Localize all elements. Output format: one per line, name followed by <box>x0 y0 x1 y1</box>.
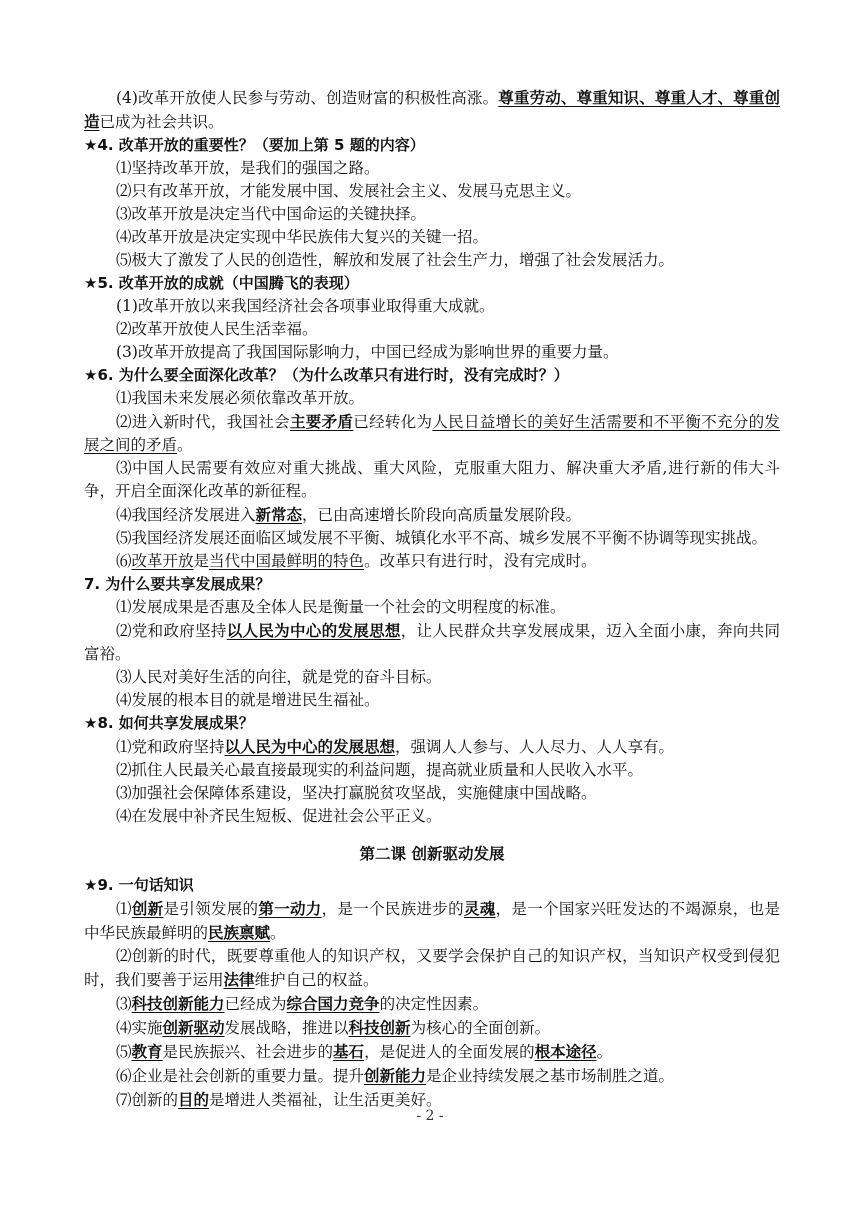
text: 是 <box>193 552 210 570</box>
key-phrase: 改革开放 <box>131 552 194 570</box>
text: 是企业持续发展之基市场制胜之道。 <box>426 1067 675 1085</box>
list-item: ⑴发展成果是否惠及全体人民是衡量一个社会的文明程度的标准。 <box>116 598 566 616</box>
list-item <box>84 992 780 1016</box>
list-item <box>84 1016 780 1040</box>
key-phrase: 科技创新能力 <box>131 994 225 1013</box>
list-item <box>84 1040 780 1064</box>
list-item: ⑵抓住人民最关心最直接最现实的利益问题，提高就业质量和人民收入水平。 <box>116 761 644 779</box>
key-phrase: 创新驱动 <box>162 1018 225 1037</box>
text: 。 <box>270 924 286 942</box>
list-item: ⑸我国经济发展还面临区域发展不平衡、城镇化水平不高、城乡发展不平衡不协调等现实挑战。 <box>116 529 768 547</box>
text: ⑷实施 <box>116 1019 163 1037</box>
list-item: ⑷在发展中补齐民生短板、促进社会公平正义。 <box>116 807 442 825</box>
text: ⑷我国经济发展进入 <box>116 506 256 524</box>
text: 是民族振兴、社会进步的 <box>162 1043 334 1061</box>
text: 的决定性因素。 <box>379 995 489 1013</box>
text: ，强调人人参与、人人尽力、人人享有。 <box>395 738 675 756</box>
text: ⑴党和政府坚持 <box>116 738 225 756</box>
key-phrase: 根本途径 <box>534 1042 597 1061</box>
text: ，是一个国家兴旺发达的不竭源泉，也是中华民族最鲜明的 <box>84 900 780 942</box>
text: ⑺创新的 <box>116 1091 179 1109</box>
list-item: ⑶人民对美好生活的向往，就是党的奋斗目标。 <box>116 668 442 686</box>
list-item <box>84 1064 780 1088</box>
list-item: ⑶加强社会保障体系建设，坚决打赢脱贫攻坚战，实施健康中国战略。 <box>116 784 597 802</box>
list-item: ⑴我国未来发展必须依靠改革开放。 <box>116 389 365 407</box>
key-phrase: 法律 <box>223 970 255 989</box>
question-heading-9: ★9. 一句话知识 <box>84 876 194 894</box>
document-page <box>84 86 780 1112</box>
text: 维护自己的权益。 <box>254 971 379 989</box>
list-item <box>84 619 780 666</box>
text: (4)改革开放使人民参与劳动、创造财富的积极性高涨。 <box>116 89 499 107</box>
text: ，已由高速增长阶段向高质量发展阶段。 <box>302 506 582 524</box>
text: 为核心的全面创新。 <box>410 1019 551 1037</box>
list-item: ⑵改革开放使人民生活幸福。 <box>116 320 318 338</box>
list-item: ⑸极大了激发了人民的创造性，解放和发展了社会生产力，增强了社会发展活力。 <box>116 251 675 269</box>
question-heading-6: ★6. 为什么要全面深化改革？（为什么改革只有进行时，没有完成时？） <box>84 366 569 384</box>
text: ⑵进入新时代，我国社会 <box>116 413 290 431</box>
text: 已经转化为 <box>353 413 433 431</box>
question-heading-7: 7. 为什么要共享发展成果？ <box>84 575 271 593</box>
key-phrase: 以人民为中心的发展思想 <box>224 737 396 756</box>
text: 是增进人类福祉，让生活更美好。 <box>209 1091 442 1109</box>
key-phrase: 科技创新 <box>348 1018 411 1037</box>
text: ⑵创新的时代，既要尊重他人的知识产权，又要学会保护自己的知识产权，当知识产权受到侵犯时，我们要善于运用 <box>84 947 780 989</box>
list-item: (1)改革开放以来我国经济社会各项事业取得重大成就。 <box>116 297 495 315</box>
key-phrase: 灵魂 <box>463 899 496 918</box>
list-item: (3)改革开放提高了我国国际影响力，中国已经成为影响世界的重要力量。 <box>116 343 619 361</box>
lesson-title: 第二课 创新驱动发展 <box>359 845 505 863</box>
key-phrase: 创新 <box>131 899 164 918</box>
list-item <box>84 550 780 573</box>
list-item <box>84 503 780 527</box>
list-item <box>84 410 780 457</box>
list-item: ⑷发展的根本目的就是增进民生福祉。 <box>116 691 380 709</box>
list-item: ⑵只有改革开放，才能发展中国、发展社会主义、发展马克思主义。 <box>116 182 582 200</box>
text: ⑴ <box>116 900 132 918</box>
key-phrase: 主要矛盾 <box>289 412 354 431</box>
text: 。 <box>596 1043 613 1061</box>
paragraph-reform-4 <box>84 86 780 134</box>
text: 发展战略，推进以 <box>224 1019 349 1037</box>
text: 。改革只有进行时，没有完成时。 <box>364 552 597 570</box>
text: 是引领发展的 <box>163 900 259 918</box>
text: ，是促进人的全面发展的 <box>364 1043 535 1061</box>
key-phrase: 民族禀赋 <box>208 923 271 942</box>
key-phrase: 人民日益增长的美好生活需要和不平衡不充分的发展之间的矛盾 <box>84 413 780 454</box>
text: ，是一个民族进步的 <box>321 900 464 918</box>
key-phrase: 当代中国最鲜明的特色 <box>209 552 365 570</box>
text: ⑵党和政府坚持 <box>116 622 227 640</box>
key-phrase: 以人民为中心的发展思想 <box>226 621 401 640</box>
text: 。 <box>177 436 193 454</box>
text: ⑸ <box>116 1043 132 1061</box>
key-phrase: 新常态 <box>255 505 303 524</box>
key-phrase: 教育 <box>131 1042 163 1061</box>
list-item: ⑷改革开放是决定实现中华民族伟大复兴的关键一招。 <box>116 228 489 246</box>
question-heading-5: ★5. 改革开放的成就（中国腾飞的表现） <box>84 274 359 292</box>
key-phrase: 尊重劳动、尊重知识、尊重人才、尊重创造 <box>84 88 780 131</box>
key-phrase: 目的 <box>178 1090 210 1109</box>
list-item <box>84 897 780 945</box>
text: ⑹企业是社会创新的重要力量。提升 <box>116 1067 365 1085</box>
key-phrase: 第一动力 <box>258 899 322 918</box>
page-number: - 2 - <box>416 1108 444 1124</box>
text: ，让人民群众共享发展成果，迈入全面小康，奔向共同富裕。 <box>84 622 780 663</box>
key-phrase: 综合国力竞争 <box>286 994 380 1013</box>
list-item <box>84 735 780 759</box>
key-phrase: 创新能力 <box>364 1066 427 1085</box>
text: ⑶ <box>116 995 132 1013</box>
text: ⑹ <box>116 552 132 570</box>
question-heading-8: ★8. 如何共享发展成果？ <box>84 714 254 732</box>
key-phrase: 基石 <box>333 1042 365 1061</box>
list-item: ⑴坚持改革开放，是我们的强国之路。 <box>116 159 380 177</box>
list-item: ⑶中国人民需要有效应对重大挑战、重大风险，克服重大阻力、解决重大矛盾,进行新的伟大斗争，开启全面深化改革的新征程。 <box>84 459 780 500</box>
text: 已经成为 <box>224 995 287 1013</box>
text: 已成为社会共识。 <box>99 113 224 131</box>
list-item: ⑶改革开放是决定当代中国命运的关键抉择。 <box>116 205 427 223</box>
list-item <box>84 945 780 992</box>
question-heading-4: ★4. 改革开放的重要性？（要加上第 5 题的内容） <box>84 136 425 154</box>
